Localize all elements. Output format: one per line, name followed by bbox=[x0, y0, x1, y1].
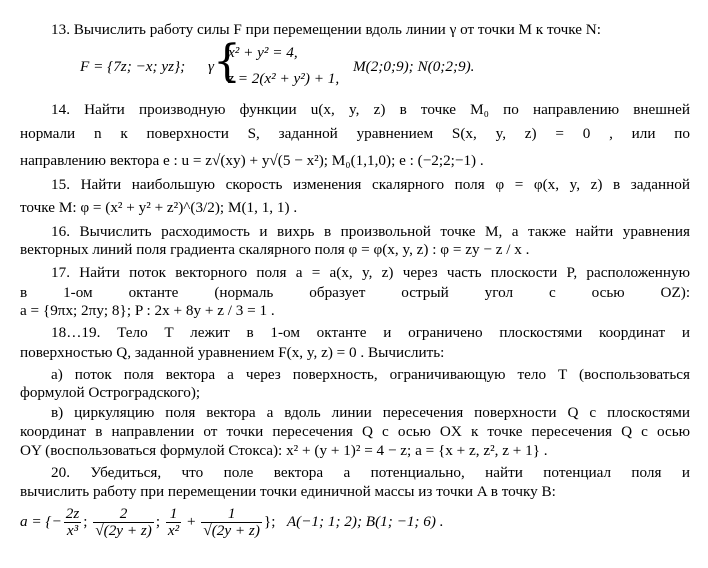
fraction-1-over-x2: $\frac{1}{\text{x²}}$ bbox=[167, 505, 180, 540]
fraction-2z-over-x3: $\frac{2z}{\text{x³}}$ bbox=[65, 505, 80, 540]
problem-15-line-1: 15. Найти наибольшую скорость изменения скалярного поля φ = φ(x, y, z) в заданной bbox=[51, 176, 690, 193]
problem-13-gamma: γ bbox=[208, 58, 214, 75]
problem-18-19-part-b-line-2: координат в направлении от точки пересечения Q с осью OX к точке пересечения Q с осью bbox=[20, 423, 690, 440]
problem-14-line-2: нормали n к поверхности S, заданной уравнением S(x, y, z) = 0 , или по bbox=[20, 125, 690, 142]
problem-13-text: 13. Вычислить работу силы F при перемещении вдоль линии γ от точки M к точке N: bbox=[51, 21, 601, 38]
problem-17-line-2: в 1-ом октанте (нормаль образует острый угол с осью OZ): bbox=[20, 284, 691, 301]
system-brace: { bbox=[213, 36, 241, 87]
fraction-2-over-sqrt: $\frac{2}{√(2y + z)}$ bbox=[95, 505, 152, 540]
problem-14-line-3: направлению вектора e : u = z√(xy) + y√(5 − x²); M₀(1,1,0); e : (−2;2;−1) . bbox=[20, 152, 484, 169]
problem-13-force: F = {7z; −x; yz}; bbox=[80, 58, 186, 75]
problem-16-line-1: 16. Вычислить расходимость и вихрь в произвольной точке M, а также найти уравнения bbox=[51, 223, 690, 240]
problem-15-line-2: точке M: φ = (x² + y² + z²)^(3/2); M(1, 1, 1) . bbox=[20, 199, 298, 216]
problem-18-19-part-b-line-1: в) циркуляцию поля вектора a вдоль линии пересечения поверхности Q с плоскостями bbox=[51, 404, 690, 421]
problem-13-system-eq1: x² + y² = 4, bbox=[228, 44, 298, 61]
problem-18-19-line-2: поверхностью Q, заданной уравнением F(x, y, z) = 0 . Вычислить: bbox=[20, 344, 445, 361]
problem-13-system-eq2: z = 2(x² + y²) + 1, bbox=[228, 70, 340, 87]
problem-18-19-part-a-line-2: формулой Остроградского); bbox=[20, 384, 201, 401]
problem-17-line-3: a = {9πx; 2πy; 8}; P : 2x + 8y + z / 3 = 1 . bbox=[20, 302, 275, 319]
problem-13-points: M(2;0;9); N(0;2;9). bbox=[353, 58, 475, 75]
fraction-1-over-sqrt: $\frac{1}{√(2y + z)}$ bbox=[203, 505, 260, 540]
problem-20-line-1: 20. Убедиться, что поле вектора a потенциально, найти потенциал поля и bbox=[51, 464, 690, 481]
problem-18-19-part-b-line-3: OY (воспользоваться формулой Стокса): x² + (y + 1)² = 4 − z; a = {x + z, z², z + 1} . bbox=[20, 442, 548, 459]
problem-18-19-line-1: 18…19. Тело T лежит в 1-ом октанте и ограничено плоскостями координат и bbox=[51, 324, 690, 341]
problem-20-line-2: вычислить работу при перемещении точки единичной массы из точки A в точку B: bbox=[20, 483, 556, 500]
problem-16-line-2: векторных линий поля градиента скалярного поля φ = φ(x, y, z) : φ = zy − z / x . bbox=[20, 241, 530, 258]
problem-14-line-1: 14. Найти производную функции u(x, y, z) в точке M₀ по направлению внешней bbox=[51, 101, 690, 118]
problem-18-19-part-a-line-1: а) поток поля вектора a через поверхность, ограничивающую тело T (воспользоваться bbox=[51, 366, 690, 383]
problem-17-line-1: 17. Найти поток векторного поля a = a(x, y, z) через часть плоскости P, расположенную bbox=[51, 264, 690, 281]
problem-20-vector-formula: a = {− $\frac{2z}{\text{x³}}$ ; $\frac{2}{√(2y + z)}$ ; $\frac{1}{\text{x²}}$ + $\frac{1}{√(2y + z)}$ }; A(−1; 1; 2); B(1; −1; 6) . bbox=[20, 505, 444, 540]
